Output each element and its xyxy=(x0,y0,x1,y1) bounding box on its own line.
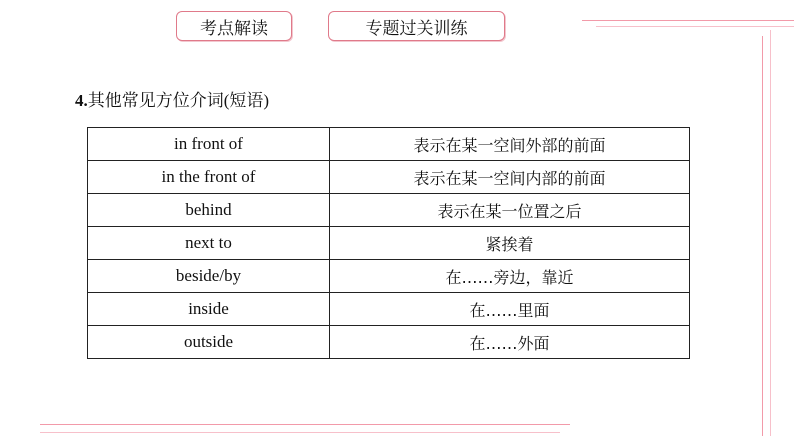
prepositions-table xyxy=(87,127,690,359)
chinese-cell: 在……旁边，靠近 xyxy=(330,260,690,293)
table-row xyxy=(88,161,690,194)
tab-label: 专题过关训练 xyxy=(365,18,468,39)
english-cell: next to xyxy=(88,227,330,260)
decor-line-top xyxy=(582,20,794,21)
english-cell: outside xyxy=(88,326,330,359)
table-row xyxy=(88,293,690,326)
english-cell: in front of xyxy=(88,128,330,161)
table-row xyxy=(88,194,690,227)
tab-label: 考点解读 xyxy=(200,18,268,39)
section-heading xyxy=(75,86,269,111)
chinese-cell: 在……外面 xyxy=(330,326,690,359)
decor-line-top-inner xyxy=(596,26,794,27)
chinese-cell: 表示在某一空间内部的前面 xyxy=(330,161,690,194)
english-cell: in the front of xyxy=(88,161,330,194)
chinese-cell: 紧挨着 xyxy=(330,227,690,260)
chinese-cell: 表示在某一空间外部的前面 xyxy=(330,128,690,161)
chinese-cell: 在……里面 xyxy=(330,293,690,326)
table-row xyxy=(88,326,690,359)
english-cell: inside xyxy=(88,293,330,326)
chinese-cell: 表示在某一位置之后 xyxy=(330,194,690,227)
table-row xyxy=(88,260,690,293)
section-title: 其他常见方位介词(短语) xyxy=(87,91,270,110)
section-number: 4. xyxy=(75,91,88,110)
decor-line-bottom-inner xyxy=(40,432,560,433)
english-cell: behind xyxy=(88,194,330,227)
tab-zhuanti-guoguan-xunlian[interactable] xyxy=(328,11,505,41)
table-row xyxy=(88,227,690,260)
decor-line-bottom xyxy=(40,424,570,425)
english-cell: beside/by xyxy=(88,260,330,293)
tab-kaodian-jiedu[interactable] xyxy=(176,11,292,41)
decor-line-right xyxy=(762,36,763,436)
decor-line-right-outer xyxy=(770,30,771,436)
table-row xyxy=(88,128,690,161)
